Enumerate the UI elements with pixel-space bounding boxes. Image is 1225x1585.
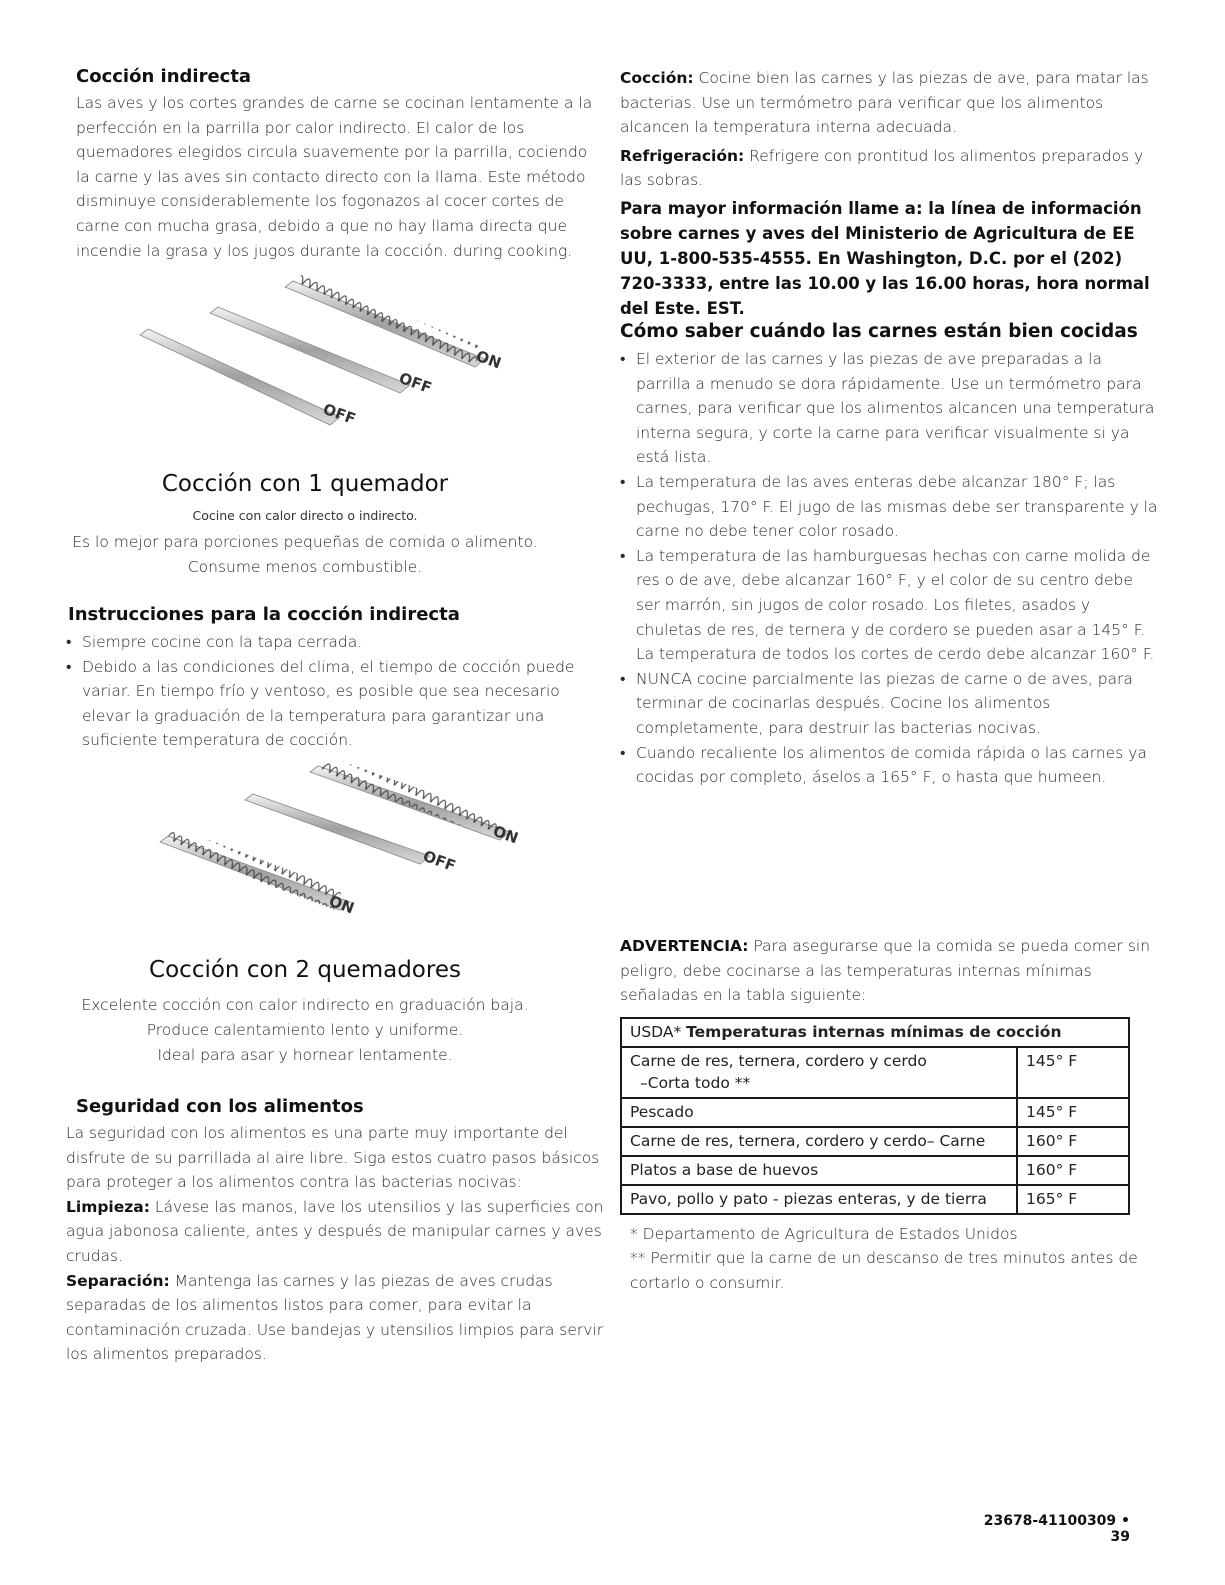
list-item: • La temperatura de las aves enteras debe alcanzar 180° F; las pechugas, 170° F. El jugo de las mismas debe ser transparente y la carne no debe tener color rosado. (620, 470, 1160, 544)
two-burner-line-1: Excelente cocción con calor indirecto en graduación baja. (81, 996, 529, 1014)
list-item: • Cuando recaliente los alimentos de comida rápida o las carnes ya cocidas por completo, áselos a 165° F, o hasta que humeen. (620, 741, 1160, 790)
refrigeration-label: Refrigeración: (620, 146, 745, 165)
burner-label-off: OFF (320, 399, 359, 429)
separation-text: Mantenga las carnes y las piezas de aves crudas separadas de los alimentos listos para comer, para evitar la contaminación cruzada. Use bandejas y utensilios limpios para servir los alimentos preparados. (66, 1271, 604, 1364)
table-cell-temp: 160° F (1017, 1127, 1129, 1156)
list-item: • El exterior de las carnes y las piezas de ave preparadas a la parrilla a menudo se dora rápidamente. Use un termómetro para carnes, para verificar que los alimentos alcancen una temperatura interna segura, y corte la carne para verificar visualmente si ya está lista. (620, 347, 1160, 470)
table-cell-item: Pescado (621, 1098, 1017, 1127)
cooking-label: Cocción: (620, 69, 694, 87)
burner-tube (140, 329, 340, 425)
burner-flames (165, 826, 342, 910)
table-row (621, 1047, 1129, 1098)
table-row (621, 1127, 1129, 1156)
two-burner-title: Cocción con 2 quemadores (149, 957, 461, 983)
indirect-paragraph: Las aves y los cortes grandes de carne se cocinan lentamente a la perfección en la parrilla por calor indirecto. El calor de los quemadores elegidos circula suavemente por la parrilla, cociendo la carne y las aves sin contacto directo con la llama. Este método disminuye considerablemente los fogonazos al cocer cortes de carne con mucha grasa, debido a que no hay llama directa que incendie la grasa y los jugos durante la cocción. during cooking. (76, 94, 593, 260)
table-cell-temp: 145° F (1017, 1047, 1129, 1098)
table-cell-item-sub: –Corta todo ** (640, 1074, 751, 1092)
table-title-bold: Temperaturas internas mínimas de cocción (686, 1023, 1062, 1041)
table-cell-item: Pavo, pollo y pato - piezas enteras, y de tierra (621, 1185, 1017, 1214)
list-item: • NUNCA cocine parcialmente las piezas de carne o de aves, para terminar de cocinarlas después. Cocine los alimentos completamente, para destruir las bacterias nocivas. (620, 667, 1160, 741)
two-burner-line-2: Produce calentamiento lento y uniforme. (146, 1021, 464, 1039)
table-title-row (621, 1018, 1129, 1047)
burner-diagram-one (130, 275, 530, 445)
page-number: 23678-41100309 • 39 (983, 1513, 1130, 1545)
doneness-heading: Cómo saber cuándo las carnes están bien cocidas (620, 321, 1138, 342)
table-cell-temp: 165° F (1017, 1185, 1129, 1214)
refrigeration-text: Refrigere con prontitud los alimentos preparados y las sobras. (620, 146, 1144, 190)
footnote-1: * Departamento de Agricultura de Estados Unidos (630, 1225, 1018, 1243)
separation-paragraph (66, 1269, 606, 1367)
list-item: • Debido a las condiciones del clima, el tiempo de cocción puede variar. En tiempo frío y ventoso, es posible que sea necesario elevar la graduación de la temperatura para garantizar una suficiente temperatura de cocción. (66, 655, 606, 753)
table-cell-item (621, 1047, 1017, 1098)
two-burner-line-3: Ideal para asar y hornear lentamente. (157, 1046, 453, 1064)
footnote-2: ** Permitir que la carne de un descanso de tres minutos antes de cortarlo o consumir. (630, 1249, 1138, 1292)
table-cell-item: Platos a base de huevos (621, 1156, 1017, 1185)
separation-label: Separación: (66, 1271, 170, 1290)
burner-label-off: OFF (420, 846, 459, 876)
cooking-text: Cocine bien las carnes y las piezas de ave, para matar las bacterias. Use un termómetro para verificar que los alimentos alcancen la temperatura interna adecuada. (620, 69, 1149, 137)
table-cell-item-main: Carne de res, ternera, cordero y cerdo (630, 1052, 927, 1070)
doneness-list (620, 347, 1160, 790)
indirect-heading: Cocción indirecta (76, 66, 252, 87)
instructions-heading: Instrucciones para la cocción indirecta (68, 604, 460, 625)
cleaning-paragraph (66, 1195, 606, 1269)
cleaning-text: Lávese las manos, lave los utensilios y las superficies con agua jabonosa caliente, antes y después de manipular carnes y aves crudas. (66, 1197, 604, 1265)
table-cell-item: Carne de res, ternera, cordero y cerdo– Carne (621, 1127, 1017, 1156)
burner-diagram-two (150, 760, 550, 930)
list-item: • La temperatura de las hamburguesas hechas con carne molida de res o de ave, debe alcanzar 160° F, y el color de su centro debe ser marrón, sin jugos de color rosado. Los filetes, asados y chuletas de res, de ternera y de cordero se pueden asar a 145° F. La temperatura de todos los cortes de cerdo debe alcanzar 160° F. (620, 544, 1160, 667)
warning-text: Para asegurarse que la comida se pueda comer sin peligro, debe cocinarse a las temperaturas internas mínimas señaladas en la tabla siguiente: (620, 937, 1151, 1005)
table-cell-temp: 145° F (1017, 1098, 1129, 1127)
one-burner-title: Cocción con 1 quemador (161, 471, 449, 497)
table-row (621, 1098, 1129, 1127)
contact-info: Para mayor información llame a: la línea de información sobre carnes y aves del Ministerio de Agricultura de EE UU, 1-800-535-4555. En Washington, D.C. por el (202) 720-3333, entre las 10.00 y las 16.00 horas, hora normal del Este. EST. (620, 199, 1150, 318)
burner-flames (320, 760, 502, 838)
right-intro (620, 66, 1165, 193)
refrigeration-paragraph (620, 144, 1165, 193)
one-burner-note: Cocine con calor directo o indirecto. (192, 508, 418, 523)
instructions-list (66, 630, 606, 753)
table-row (621, 1185, 1129, 1214)
warning-label: ADVERTENCIA: (620, 937, 749, 955)
warning-paragraph (620, 934, 1160, 1008)
table-row (621, 1156, 1129, 1185)
table-title (621, 1018, 1129, 1047)
safety-heading: Seguridad con los alimentos (76, 1096, 364, 1117)
cooking-paragraph (620, 66, 1165, 140)
one-burner-line-2: Consume menos combustible. (187, 558, 423, 576)
temperature-table (620, 1017, 1130, 1215)
table-title-prefix: USDA* (630, 1023, 687, 1041)
one-burner-line-1: Es lo mejor para porciones pequeñas de comida o alimento. (72, 533, 538, 551)
table-cell-temp: 160° F (1017, 1156, 1129, 1185)
safety-section (66, 1121, 606, 1367)
cleaning-label: Limpieza: (66, 1197, 150, 1216)
safety-intro: La seguridad con los alimentos es una parte muy importante del disfrute de su parrillada al aire libre. Siga estos cuatro pasos básicos para proteger a los alimentos contra las bacterias nocivas: (66, 1124, 600, 1192)
burner-label-off: OFF (396, 368, 435, 398)
burner-label-on: ON (326, 891, 357, 918)
list-item: • Siempre cocine con la tapa cerrada. (66, 630, 606, 655)
burner-label-on: ON (473, 346, 504, 373)
burner-label-on: ON (490, 821, 521, 848)
